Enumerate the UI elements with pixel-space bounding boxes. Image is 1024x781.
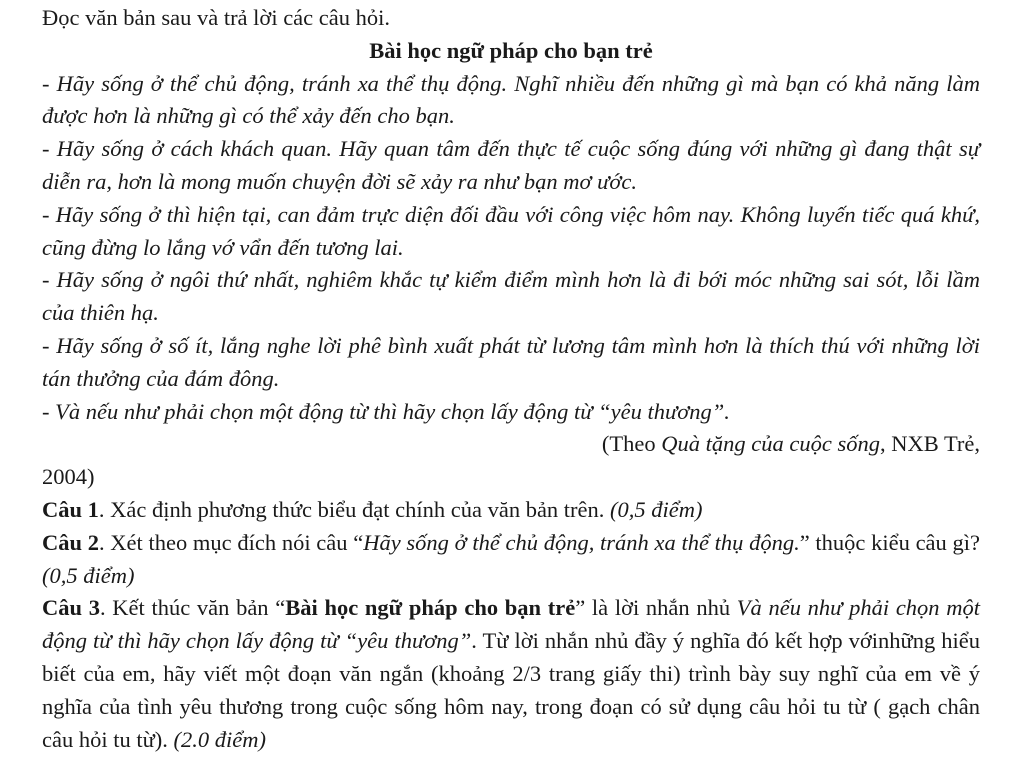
passage-paragraph-2: - Hãy sống ở cách khách quan. Hãy quan tâm đến thực tế cuộc sống đúng với những gì đang thật sự diễn ra, hơn là mong muốn chuyện đời sẽ xảy ra như bạn mơ ước. bbox=[42, 136, 980, 194]
passage-paragraph-1: - Hãy sống ở thể chủ động, tránh xa thể thụ động. Nghĩ nhiều đến những gì mà bạn có khả năng làm được hơn là những gì có thể xảy đến cho bạn. bbox=[42, 70, 980, 129]
question-1 bbox=[42, 494, 980, 527]
question-3 bbox=[42, 592, 980, 756]
question-3-title-ref: Bài học ngữ pháp cho bạn trẻ bbox=[285, 595, 576, 621]
passage-paragraph-5: - Hãy sống ở số ít, lắng nghe lời phê bình xuất phát từ lương tâm mình hơn là thích thú với những lời tán thưởng của đám đông. bbox=[42, 332, 980, 391]
question-3-text-c: . Từ lời nhắn nhủ đầy ý nghĩa đó kết hợp vớinhững hiểu biết của em, hãy viết một đoạn văn ngắn (khoảng 2/3 trang giấy thi) trình bày suy nghĩ của em về ý nghĩa của tình yêu thương trong cuộc sống hôm nay, trong đoạn có sử dụng câu hỏi tu từ ( gạch chân câu hỏi tu từ). bbox=[42, 628, 980, 752]
question-2-points: (0,5 điểm) bbox=[42, 562, 135, 588]
question-3-text-b: ” là lời nhắn nhủ bbox=[575, 595, 737, 621]
source-year: 2004) bbox=[42, 464, 95, 490]
question-2 bbox=[42, 527, 980, 593]
question-2-text-b: ” thuộc kiểu câu gì? bbox=[799, 529, 980, 555]
question-2-label: Câu 2 bbox=[42, 529, 99, 555]
question-2-quote: Hãy sống ở thể chủ động, tránh xa thể thụ động. bbox=[363, 529, 800, 555]
passage-paragraph-4: - Hãy sống ở ngôi thứ nhất, nghiêm khắc tự kiểm điểm mình hơn là đi bới móc những sai sót, lỗi lầm của thiên hạ. bbox=[42, 267, 980, 326]
question-3-text-a: . Kết thúc văn bản “ bbox=[99, 595, 286, 621]
source-citation bbox=[42, 428, 980, 461]
passage-title: Bài học ngữ pháp cho bạn trẻ bbox=[369, 37, 653, 63]
question-1-label: Câu 1 bbox=[42, 496, 99, 522]
question-3-quote: Và nếu như phải chọn một động từ thì hãy chọn lấy động từ “yêu thương” bbox=[42, 595, 980, 654]
intro-instruction: Đọc văn bản sau và trả lời các câu hỏi. bbox=[42, 5, 391, 30]
passage-paragraph-6: - Và nếu như phải chọn một động từ thì hãy chọn lấy động từ “yêu thương”. bbox=[42, 398, 730, 424]
question-1-text: . Xác định phương thức biểu đạt chính của văn bản trên. bbox=[98, 496, 611, 522]
question-3-label: Câu 3 bbox=[42, 595, 100, 621]
source-open: (Theo bbox=[601, 431, 662, 457]
source-publisher: , NXB Trẻ, bbox=[879, 431, 980, 457]
passage-paragraph-3: - Hãy sống ở thì hiện tại, can đảm trực diện đối đầu với công việc hôm nay. Không luyến tiếc quá khứ, cũng đừng lo lắng vớ vẩn đến tương lai. bbox=[42, 201, 980, 260]
question-3-points: (2.0 điểm) bbox=[173, 726, 267, 752]
source-book: Quà tặng của cuộc sống bbox=[661, 431, 880, 457]
question-2-text-a: . Xét theo mục đích nói câu “ bbox=[98, 529, 364, 555]
question-1-points: (0,5 điểm) bbox=[610, 496, 703, 522]
